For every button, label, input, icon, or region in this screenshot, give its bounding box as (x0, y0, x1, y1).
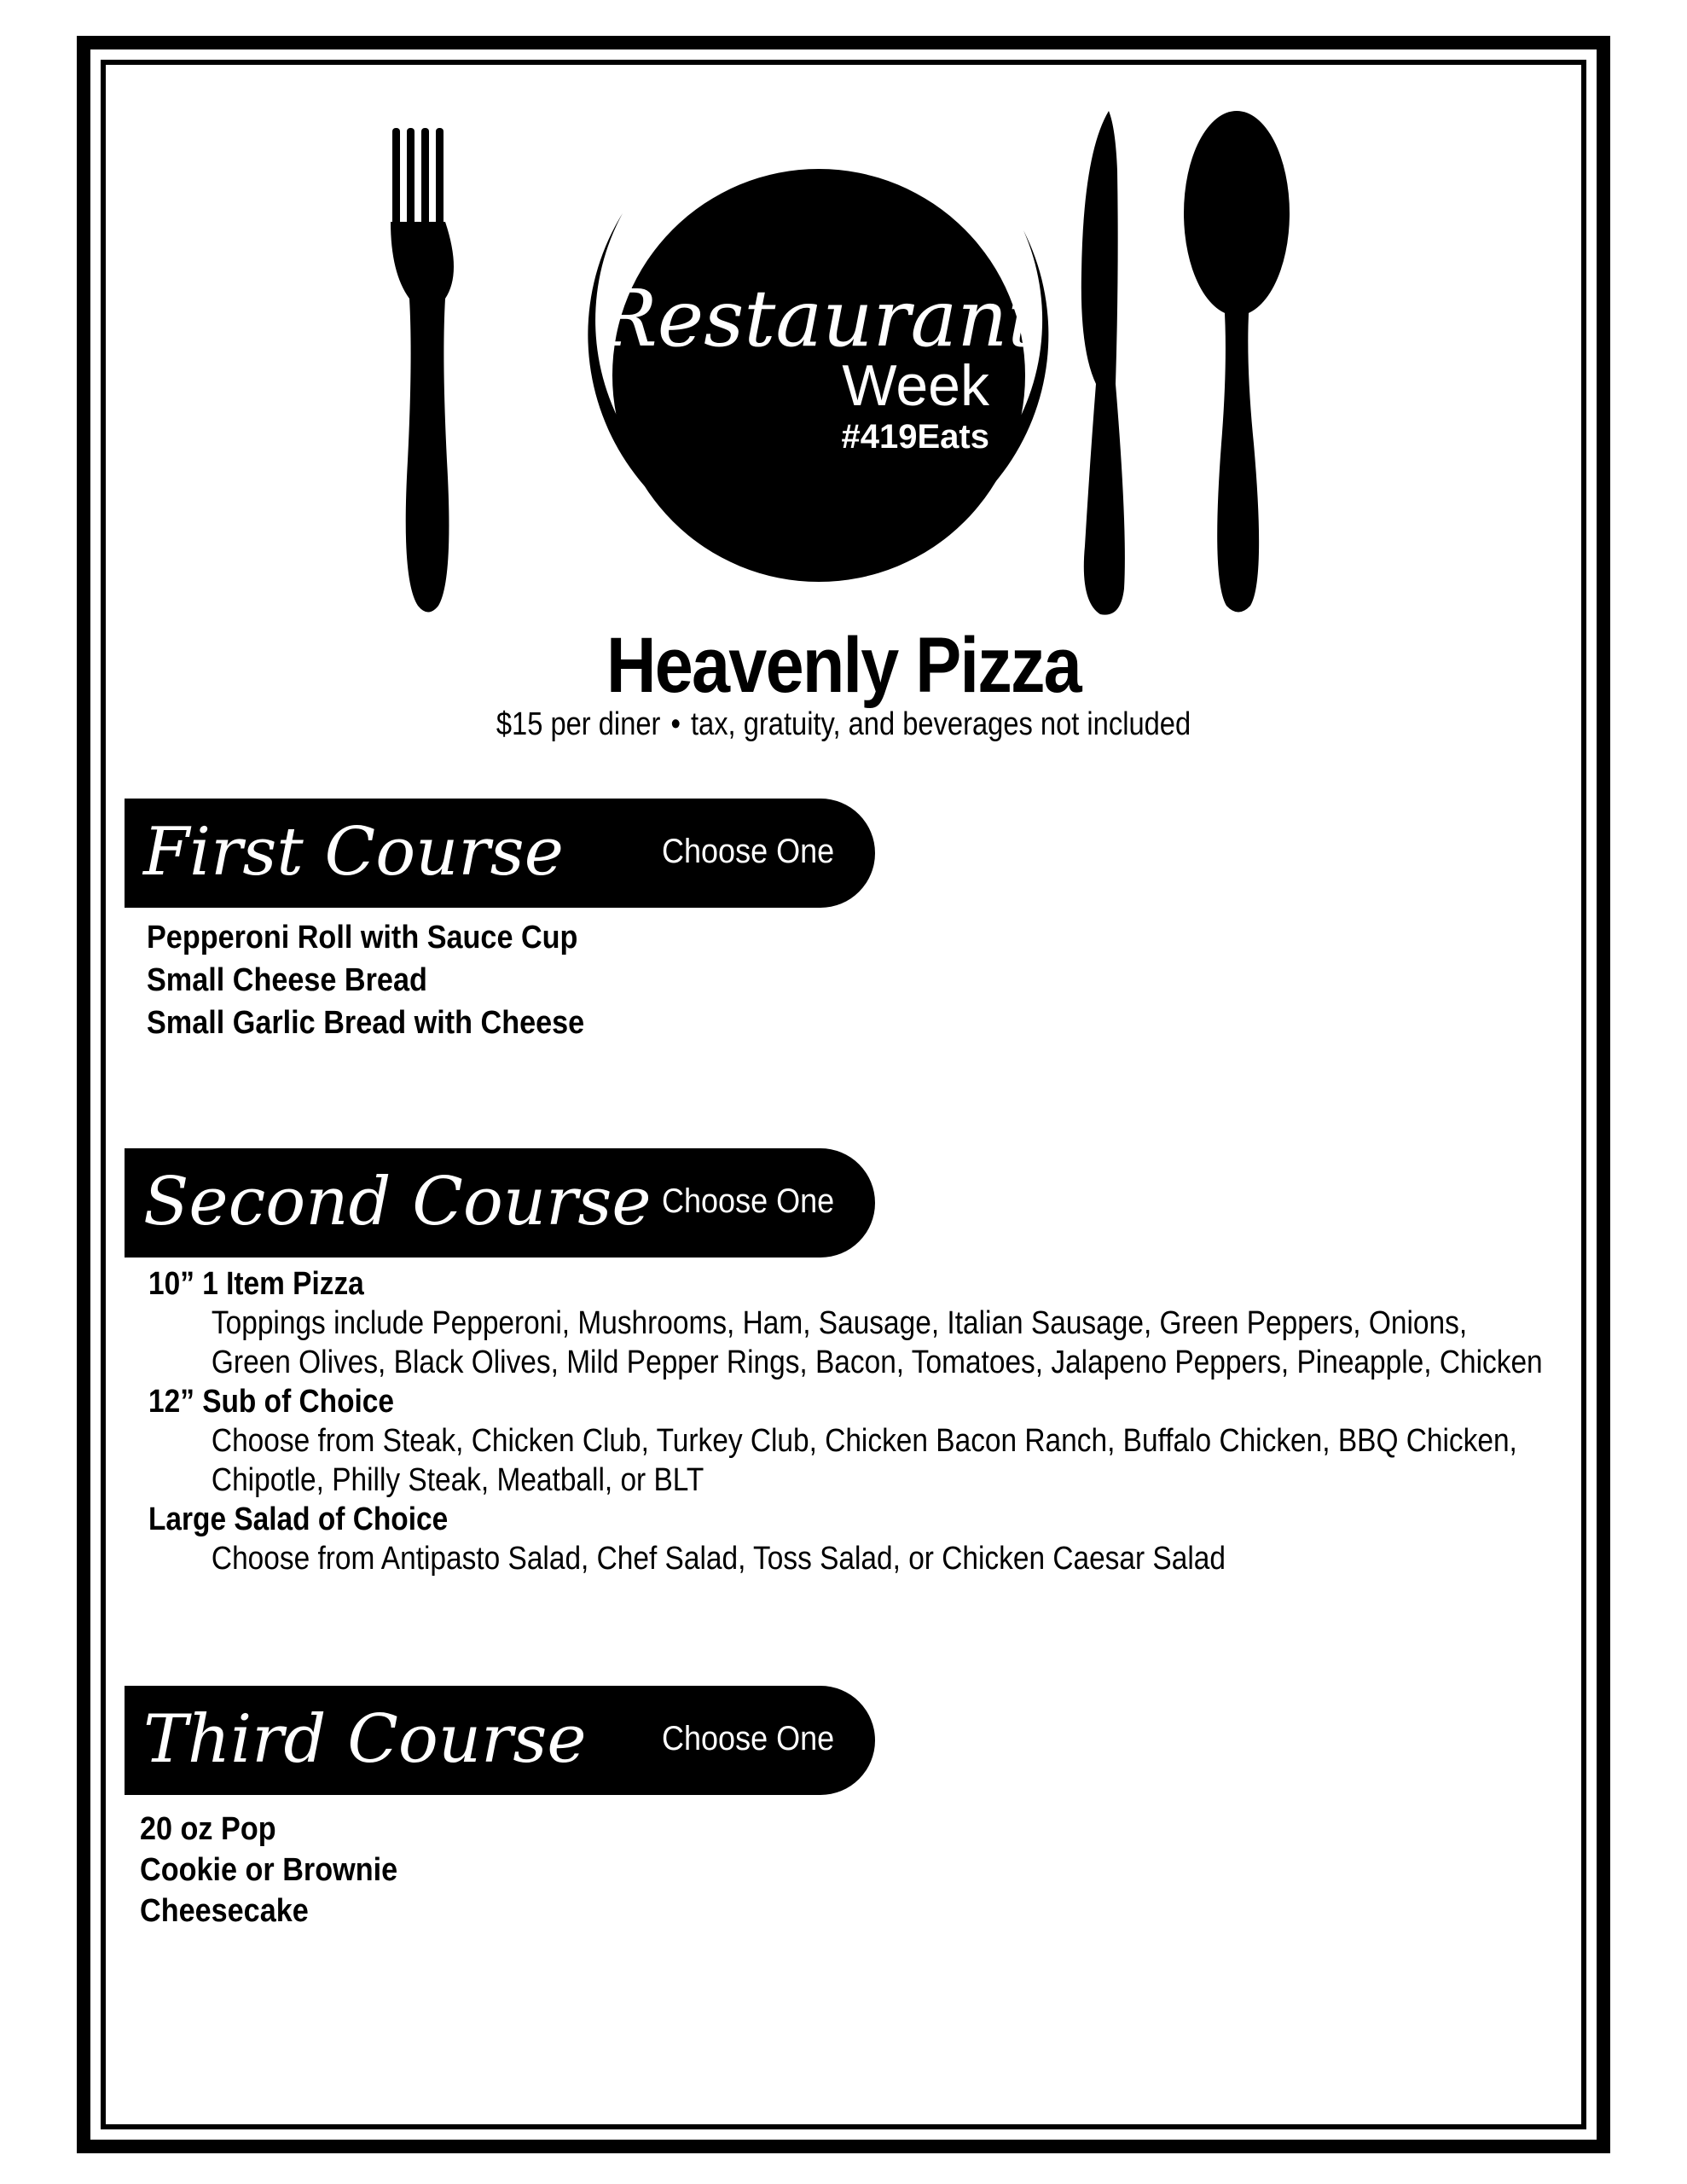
course-title: Third Course (143, 1701, 587, 1778)
course-title: Second Course (143, 1164, 652, 1240)
second-course-items (148, 1264, 1543, 1578)
list-item: Cheesecake (140, 1893, 309, 1929)
first-course-banner (125, 799, 875, 908)
fork-icon (391, 128, 454, 613)
menu-item-name: Large Salad of Choice (148, 1502, 449, 1537)
price-line (118, 706, 1568, 743)
price-note: tax, gratuity, and beverages not included (690, 706, 1191, 742)
bullet-separator: • (670, 706, 681, 742)
list-item: Pepperoni Roll with Sauce Cup (147, 920, 578, 956)
list-item: Cookie or Brownie (140, 1852, 398, 1888)
menu-item-name: 12” Sub of Choice (148, 1384, 395, 1420)
restaurant-week-logo (375, 102, 1313, 623)
course-title: First Course (143, 814, 564, 891)
choose-label: Choose One (662, 1720, 835, 1757)
list-item: Small Garlic Bread with Cheese (147, 1005, 585, 1041)
menu-item-name: 10” 1 Item Pizza (148, 1266, 364, 1302)
menu-item-description: Choose from Steak, Chicken Club, Turkey Club, Chicken Bacon Ranch, Buffalo Chicken, BBQ Chicken, Chipotle, Philly Steak, Meatball, or BLT (211, 1423, 1517, 1498)
logo-text-restaurant: Restaurant (598, 273, 1040, 364)
restaurant-name: Heavenly Pizza (606, 622, 1081, 709)
spoon-icon (1184, 111, 1290, 613)
third-course-banner (125, 1686, 875, 1795)
menu-item-description: Choose from Antipasto Salad, Chef Salad, Toss Salad, or Chicken Caesar Salad (211, 1541, 1226, 1577)
menu-item-description: Toppings include Pepperoni, Mushrooms, Ham, Sausage, Italian Sausage, Green Peppers, Onions, Green Olives, Black Olives, Mild Pepper Rings, Bacon, Tomatoes, Jalapeno Peppers, Pineapple, Chicken (211, 1305, 1543, 1380)
choose-label: Choose One (662, 833, 835, 870)
third-course-items (140, 1809, 397, 1931)
choose-label: Choose One (662, 1182, 835, 1220)
logo-text-week: Week (842, 353, 989, 418)
price-text: $15 per diner (496, 706, 661, 742)
second-course-banner (125, 1148, 875, 1258)
logo-text-hashtag: #419Eats (841, 418, 989, 456)
list-item: Small Cheese Bread (147, 962, 427, 998)
list-item: 20 oz Pop (140, 1811, 276, 1847)
knife-icon (1081, 111, 1125, 615)
first-course-items (147, 916, 584, 1044)
